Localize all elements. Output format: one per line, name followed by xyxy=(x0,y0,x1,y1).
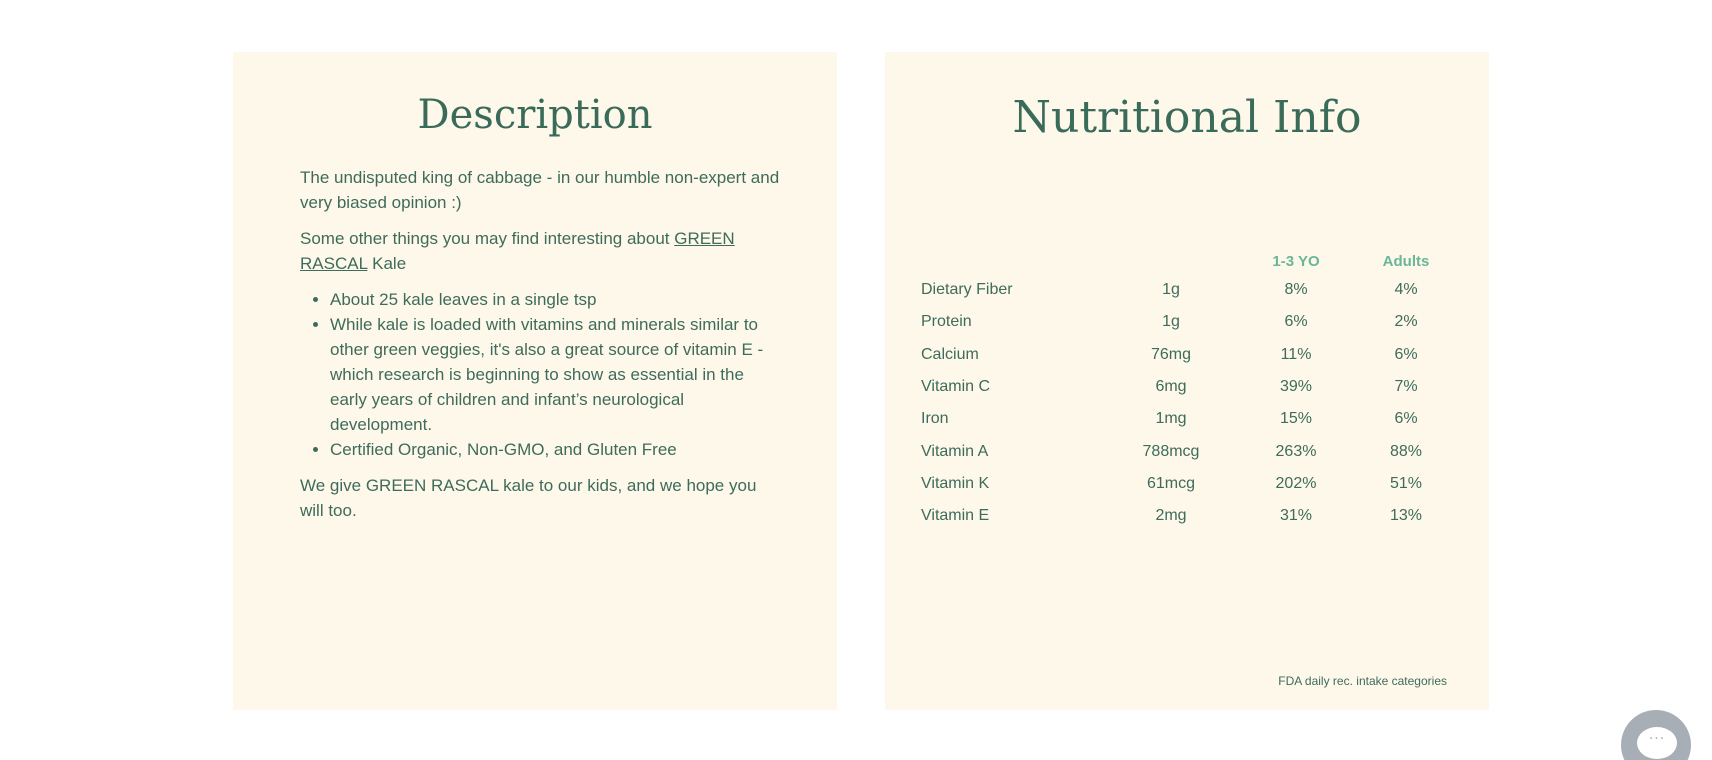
nutrient-adults-percent: 88% xyxy=(1389,442,1423,460)
nutrition-table xyxy=(921,248,1461,532)
nutrient-kids-percent: 15% xyxy=(1279,410,1313,428)
nutrient-adults-percent: 51% xyxy=(1389,474,1423,492)
description-closing: We give GREEN RASCAL kale to our kids, and we hope you will too. xyxy=(300,476,757,520)
nutrient-adults-percent: 7% xyxy=(1394,378,1418,396)
nutrient-name: Vitamin C xyxy=(921,378,991,396)
nutrient-name: Iron xyxy=(921,410,949,428)
nutrient-kids-percent: 6% xyxy=(1284,313,1308,331)
interesting-prefix: Some other things you may find interesting about xyxy=(300,229,675,248)
nutrient-adults-percent: 4% xyxy=(1394,281,1418,299)
description-intro: The undisputed king of cabbage - in our humble non-expert and very biased opinion :) xyxy=(300,168,780,212)
nutrient-name: Vitamin K xyxy=(921,474,990,492)
nutrient-name: Vitamin A xyxy=(921,442,989,460)
header-amount xyxy=(1101,248,1241,274)
interesting-suffix: Kale xyxy=(367,254,407,273)
nutrient-amount: 788mcg xyxy=(1142,442,1200,460)
nutrient-amount: 61mcg xyxy=(1146,474,1196,492)
description-title: Description xyxy=(417,92,653,138)
description-body xyxy=(300,165,780,534)
nutrient-amount: 6mg xyxy=(1155,378,1187,396)
nutrient-amount: 1g xyxy=(1162,281,1180,299)
nutrient-kids-percent: 8% xyxy=(1284,281,1308,299)
header-adults: Adults xyxy=(1382,252,1430,270)
nutrient-kids-percent: 39% xyxy=(1279,378,1313,396)
table-row xyxy=(921,403,1461,435)
nutrient-amount: 1mg xyxy=(1155,410,1187,428)
list-item: • Certified Organic, Non-GMO, and Gluten Free xyxy=(330,437,780,462)
nutrient-name: Calcium xyxy=(921,345,979,363)
nutrient-kids-percent: 202% xyxy=(1275,474,1317,492)
list-item: • While kale is loaded with vitamins and minerals similar to other green veggies, it's also a great source of vitamin E - which research is beginning to show as essential in the early years of children and infant’s neurological development. xyxy=(330,312,780,437)
header-nutrient xyxy=(921,248,1101,274)
chat-bubble-icon xyxy=(1637,727,1677,759)
chat-dots: ··· xyxy=(1648,731,1666,747)
table-row xyxy=(921,339,1461,371)
nutrient-adults-percent: 13% xyxy=(1389,507,1423,525)
nutrient-kids-percent: 11% xyxy=(1280,345,1312,363)
nutrient-adults-percent: 2% xyxy=(1394,313,1418,331)
description-bullet-list xyxy=(300,287,780,462)
nutrient-adults-percent: 6% xyxy=(1394,345,1418,363)
nutrient-name: Dietary Fiber xyxy=(921,281,1013,299)
table-row xyxy=(921,500,1461,532)
nutrient-name: Vitamin E xyxy=(921,507,990,525)
chat-button[interactable] xyxy=(1621,710,1691,760)
table-row xyxy=(921,306,1461,338)
nutrient-adults-percent: 6% xyxy=(1394,410,1418,428)
table-row xyxy=(921,371,1461,403)
nutrition-footnote: FDA daily rec. intake categories xyxy=(1278,674,1447,688)
nutrient-amount: 2mg xyxy=(1155,507,1187,525)
description-interesting xyxy=(300,226,780,276)
description-card xyxy=(233,52,837,710)
table-row xyxy=(921,274,1461,306)
nutrient-kids-percent: 263% xyxy=(1275,442,1317,460)
nutrient-amount: 76mg xyxy=(1150,345,1192,363)
nutrition-title: Nutritional Info xyxy=(1012,92,1362,143)
nutrient-kids-percent: 31% xyxy=(1279,507,1313,525)
green-rascal-link[interactable]: GREEN RASCAL xyxy=(300,229,735,273)
nutrient-name: Protein xyxy=(921,313,972,331)
nutrition-card xyxy=(885,52,1489,710)
table-row xyxy=(921,435,1461,467)
table-header-row xyxy=(921,248,1461,274)
list-item: • About 25 kale leaves in a single tsp xyxy=(330,287,780,312)
nutrient-amount: 1g xyxy=(1162,313,1180,331)
header-kids: 1-3 YO xyxy=(1272,252,1320,270)
table-row xyxy=(921,468,1461,500)
